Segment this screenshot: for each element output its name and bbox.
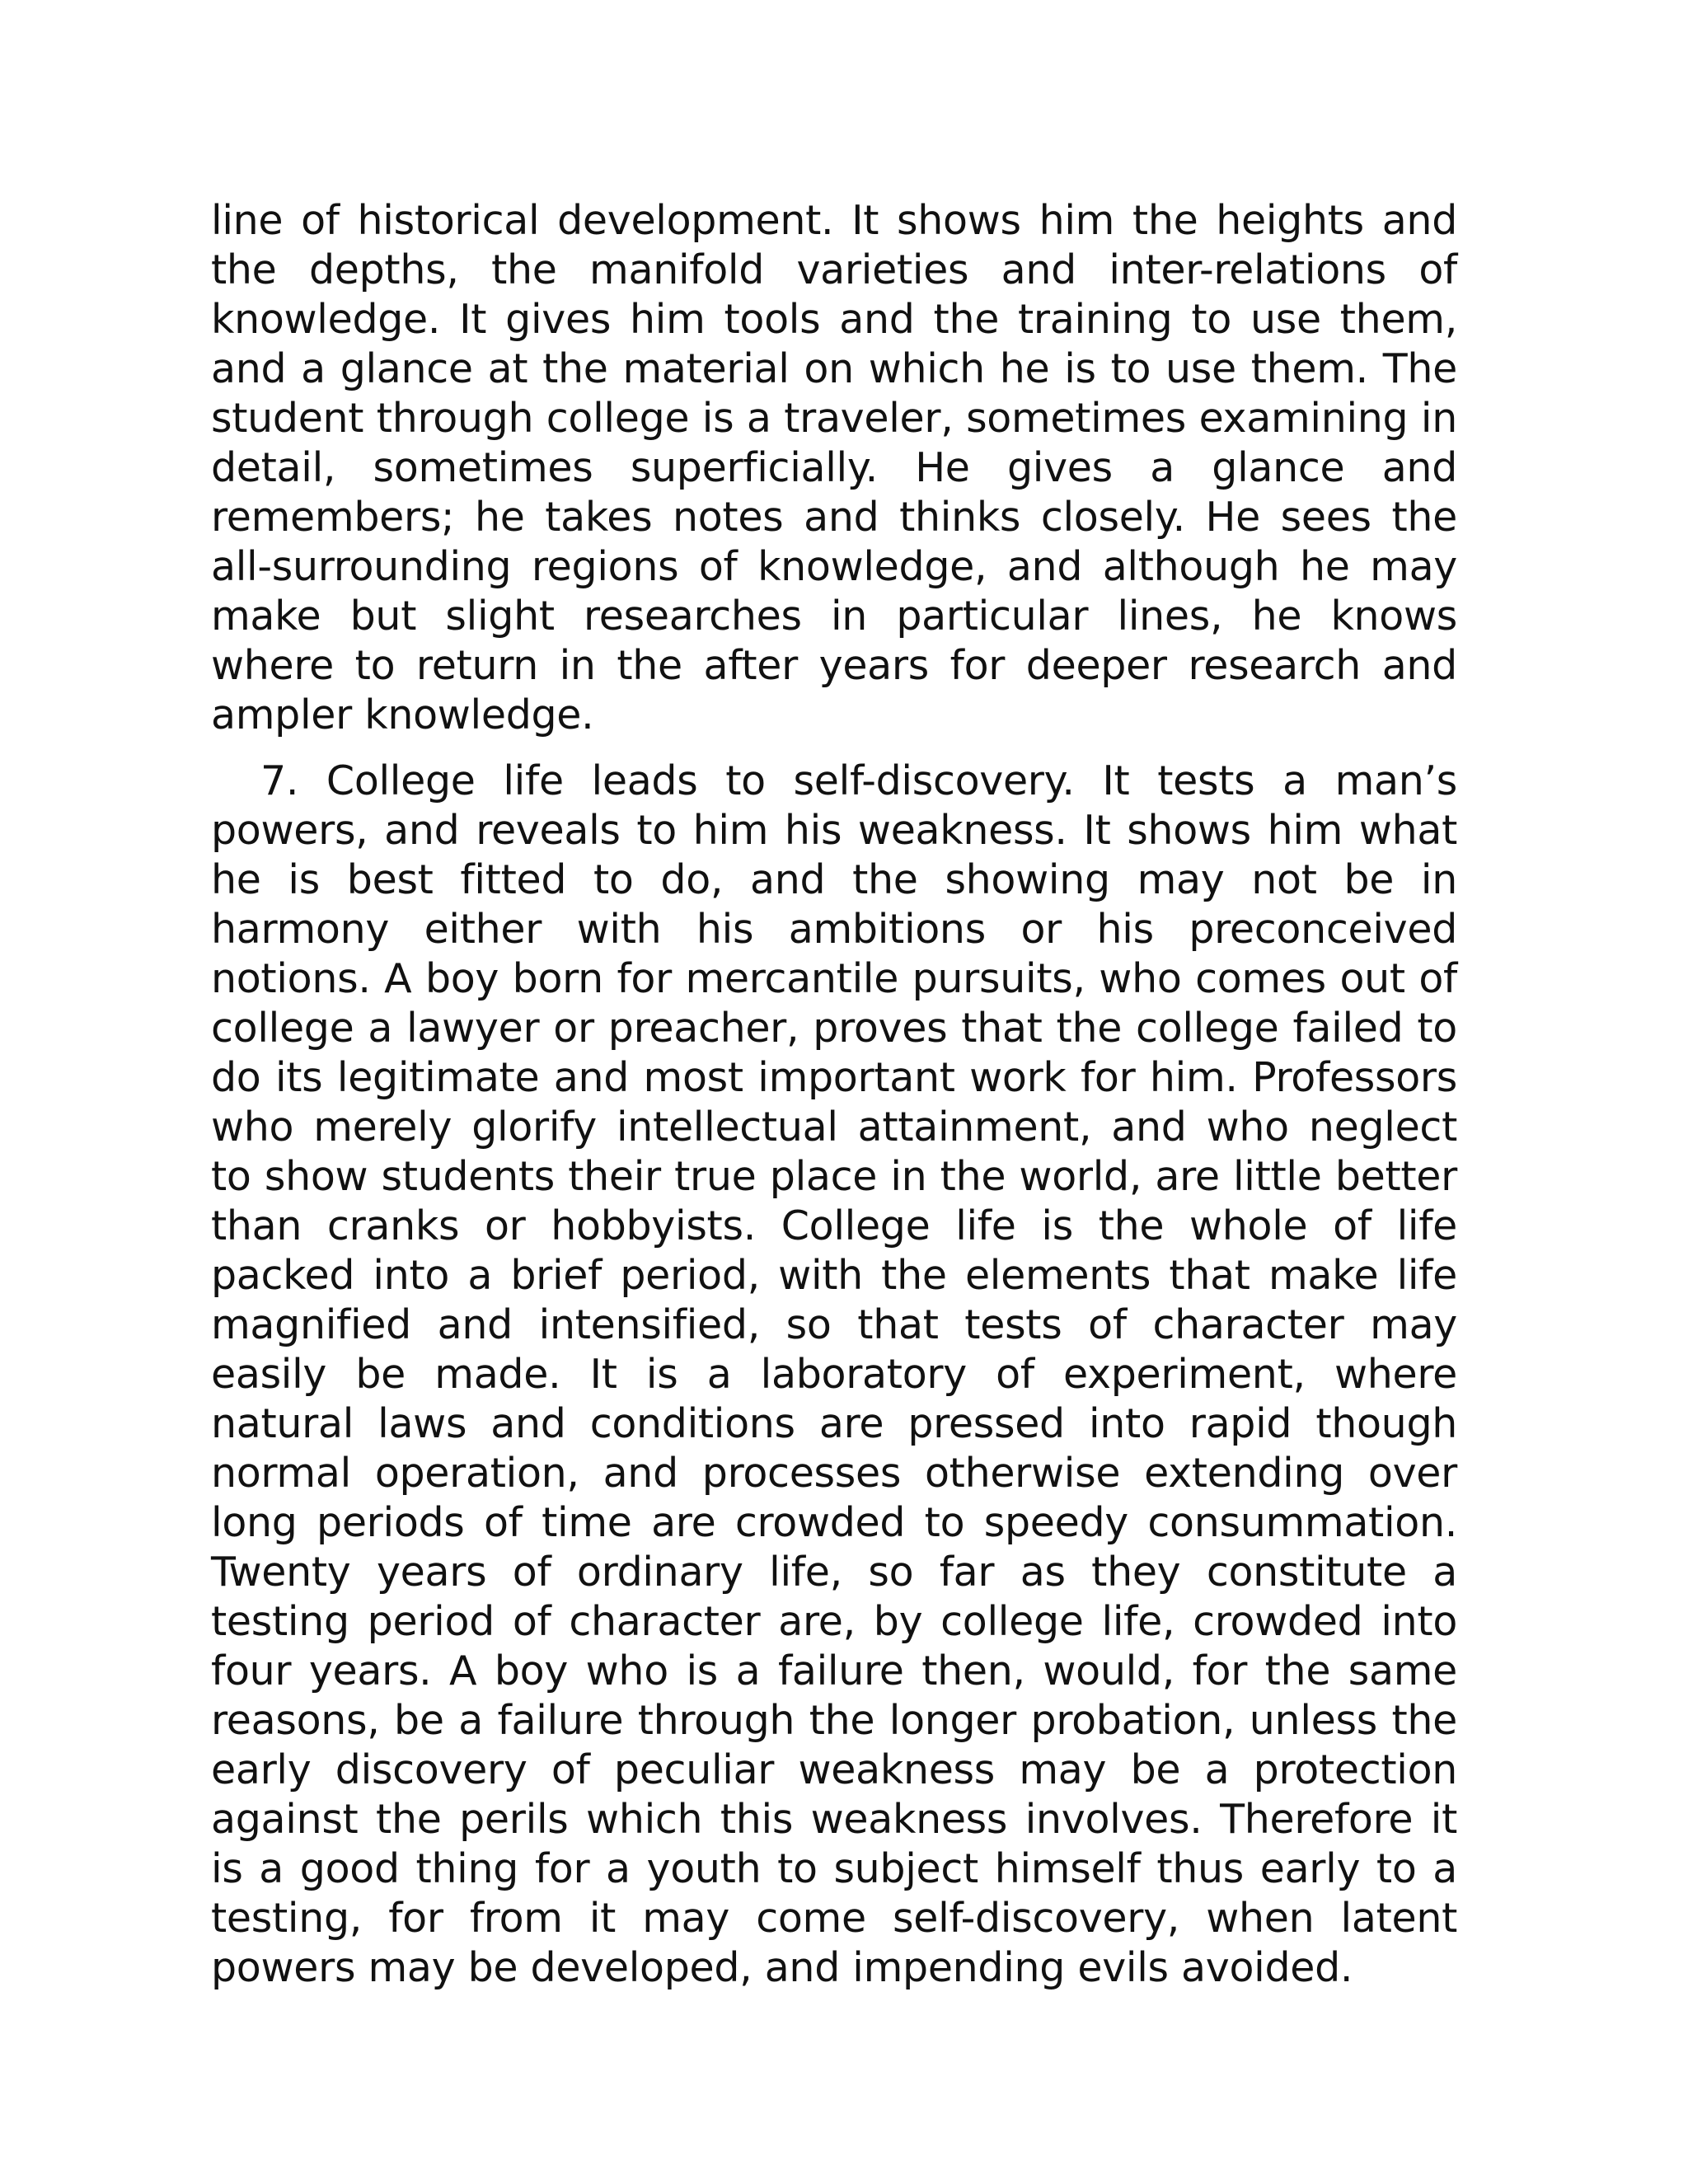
paragraph-continued: line of historical development. It shows him the heights and the depths, the manifold varieties and inter-relations of knowledge. It gives him tools and the training to use them, and a glance at the material on which he is to use them. The student through college is a traveler, sometimes examining in detail, sometimes superficially. He gives a glance and remembers; he takes notes and thinks closely. He sees the all-surrounding regions of knowledge, and although he may make but slight researches in particular lines, he knows where to return in the after years for deeper research and ampler knowledge. <box>211 197 1457 738</box>
paragraph-7-self-discovery: 7. College life leads to self-discovery. It tests a man’s powers, and reveals to him his weakness. It shows him what he is best fitted to do, and the showing may not be in harmony either with his ambitions or his preconceived notions. A boy born for mercantile pursuits, who comes out of college a lawyer or preacher, proves that the college failed to do its legitimate and most important work for him. Professors who merely glorify intellectual attainment, and who neglect to show students their true place in the world, are little better than cranks or hobbyists. College life is the whole of life packed into a brief period, with the elements that make life magnified and intensified, so that tests of character may easily be made. It is a laboratory of experiment, where natural laws and conditions are pressed into rapid though normal operation, and processes otherwise extending over long periods of time are crowded to speedy consummation. Twenty years of ordinary life, so far as they constitute a testing period of character are, by college life, crowded into four years. A boy who is a failure then, would, for the same reasons, be a failure through the longer probation, unless the early discovery of peculiar weakness may be a protection against the perils which this weakness involves. Therefore it is a good thing for a youth to subject himself thus early to a testing, for from it may come self-discovery, when latent powers may be developed, and impending evils avoided. <box>211 757 1457 1991</box>
body-text <box>211 196 1457 1993</box>
